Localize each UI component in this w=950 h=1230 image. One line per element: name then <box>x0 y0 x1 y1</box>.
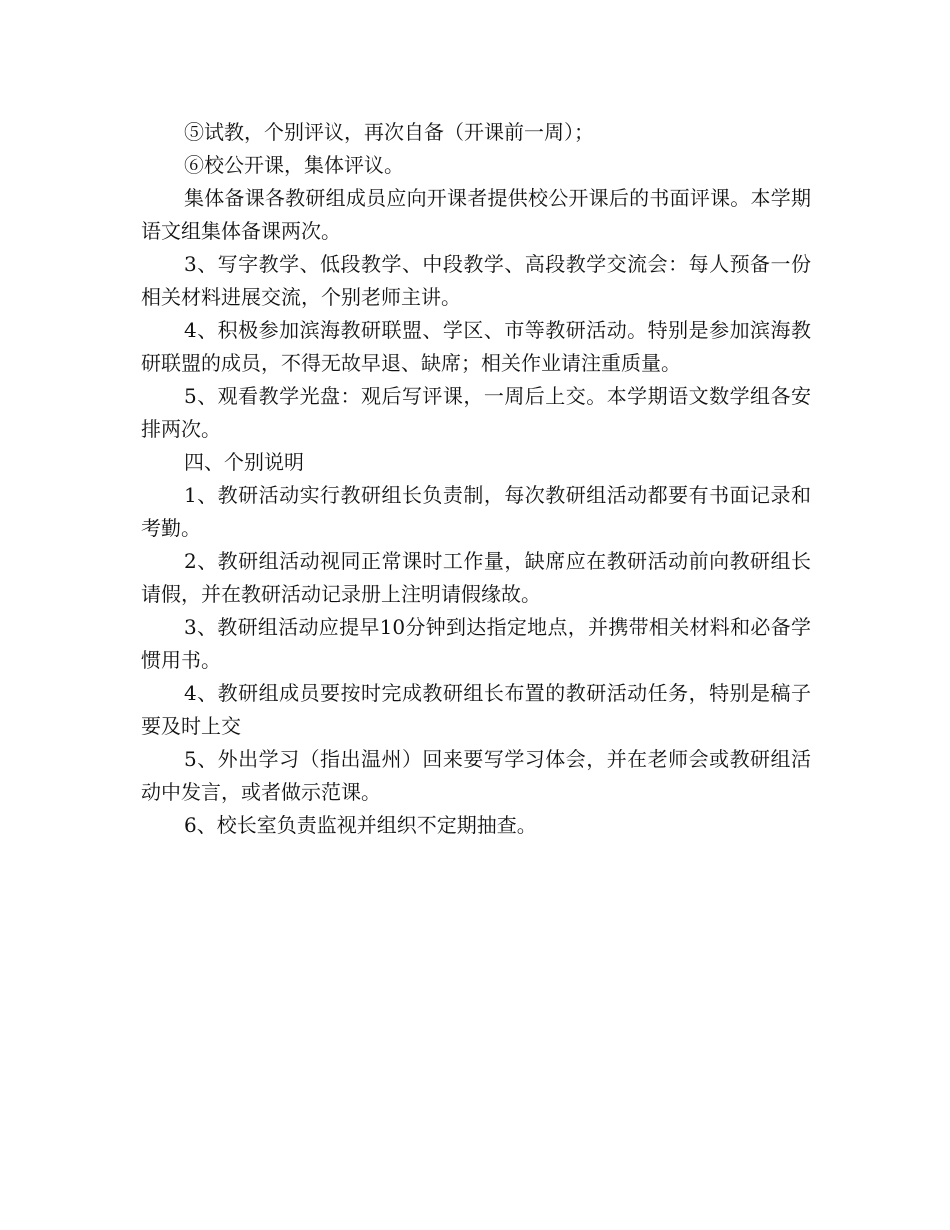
paragraph-note-3: 3、教研组活动应提早10分钟到达指定地点，并携带相关材料和必备学惯用书。 <box>141 615 811 672</box>
paragraph-collective-prep: 集体备课各教研组成员应向开课者提供校公开课后的书面评课。本学期语文组集体备课两次。 <box>141 186 811 243</box>
paragraph-item-4-activities: 4、积极参加滨海教研联盟、学区、市等教研活动。特别是参加滨海教研联盟的成员，不得无故早退、缺席；相关作业请注重质量。 <box>141 318 811 375</box>
paragraph-item-5-video: 5、观看教学光盘：观后写评课，一周后上交。本学期语文数学组各安排两次。 <box>141 384 811 441</box>
paragraph-note-4: 4、教研组成员要按时完成教研组长布置的教研活动任务，特别是稿子要及时上交 <box>141 681 811 738</box>
paragraph-note-1: 1、教研活动实行教研组长负责制，每次教研组活动都要有书面记录和考勤。 <box>141 483 811 540</box>
paragraph-note-5: 5、外出学习（指出温州）回来要写学习体会，并在老师会或教研组活动中发言，或者做示范课。 <box>141 747 811 804</box>
paragraph-trial-teaching: ⑤试教，个别评议，再次自备（开课前一周）； <box>184 120 594 144</box>
paragraph-open-class: ⑥校公开课，集体评议。 <box>184 153 404 177</box>
paragraph-item-3-exchange: 3、写字教学、低段教学、中段教学、高段教学交流会：每人预备一份相关材料进展交流，个别老师主讲。 <box>141 252 811 309</box>
section-heading-notes: 四、个别说明 <box>184 450 304 474</box>
paragraph-note-2: 2、教研组活动视同正常课时工作量，缺席应在教研活动前向教研组长请假，并在教研活动记录册上注明请假缘故。 <box>141 549 811 606</box>
document-body <box>141 116 811 842</box>
paragraph-note-6: 6、校长室负责监视并组织不定期抽查。 <box>184 813 537 837</box>
